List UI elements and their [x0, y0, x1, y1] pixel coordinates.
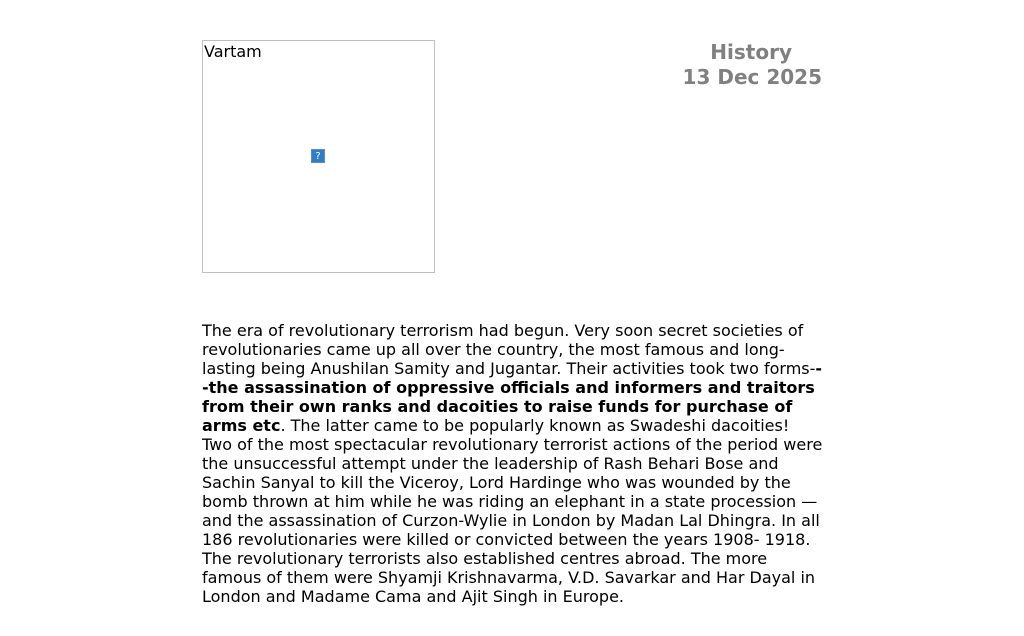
broken-image-icon: ?	[311, 149, 325, 163]
logo-alt-text: Vartam	[204, 42, 262, 61]
site-logo[interactable]	[202, 40, 435, 273]
publish-date: 13 Dec 2025	[682, 65, 822, 89]
article-meta	[600, 40, 822, 90]
article-lead: The era of revolutionary terrorism had begun. Very soon secret societies of revolutionaries came up all over the country, the most famous and long-lasting being Anushilan Samity and Jugantar. Their activities took two forms-	[202, 321, 816, 378]
article-body	[202, 321, 824, 606]
category-label: History	[710, 40, 792, 64]
article-emphasis: --the assassination of oppressive officials and informers and traitors from their own ranks and dacoities to raise funds for purchase of arms etc	[202, 359, 823, 435]
article-rest: . The latter came to be popularly known as Swadeshi dacoities! Two of the most spectacular revolutionary terrorist actions of the period were the unsuccessful attempt under the leadership of Rash Behari Bose and Sachin Sanyal to kill the Viceroy, Lord Hardinge who was wounded by the bomb thrown at him while he was riding an elephant in a state procession — and the assassination of Curzon-Wylie in London by Madan Lal Dhingra. In all 186 revolutionaries were killed or convicted between the years 1908- 1918. The revolutionary terrorists also established centres abroad. The more famous of them were Shyamji Krishnavarma, V.D. Savarkar and Har Dayal in London and Madame Cama and Ajit Singh in Europe.	[202, 416, 823, 606]
